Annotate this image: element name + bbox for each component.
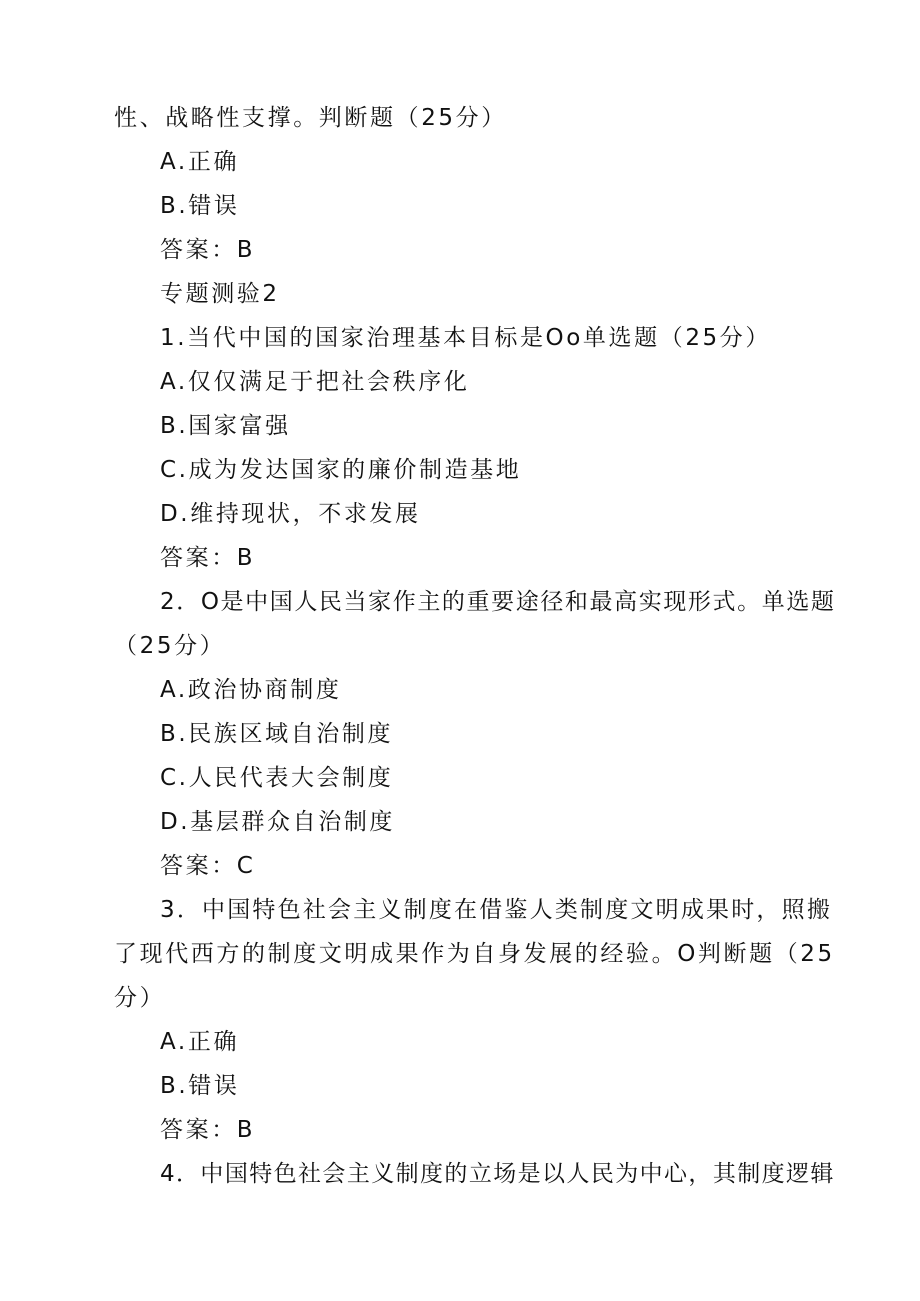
- question-4: 4．中国特色社会主义制度的立场是以人民为中心，其制度逻辑: [160, 1161, 835, 1187]
- option-b: B.民族区域自治制度: [160, 721, 394, 747]
- text-line-continuation: 性、战略性支撑。判断题（25分）: [114, 105, 507, 131]
- question-3-continuation: 了现代西方的制度文明成果作为自身发展的经验。O判断题（25: [114, 941, 835, 967]
- section-heading: 专题测验2: [160, 281, 280, 307]
- option-a: A.仅仅满足于把社会秩序化: [160, 369, 470, 395]
- option-b: B.错误: [160, 193, 240, 219]
- question-3: 3．中国特色社会主义制度在借鉴人类制度文明成果时，照搬: [160, 897, 833, 923]
- answer-line: 答案：C: [160, 853, 256, 879]
- option-a: A.正确: [160, 1029, 240, 1055]
- option-b: B.国家富强: [160, 413, 291, 439]
- answer-line: 答案：B: [160, 545, 256, 571]
- option-a: A.正确: [160, 149, 240, 175]
- question-2: 2．O是中国人民当家作主的重要途径和最高实现形式。单选题: [160, 589, 836, 615]
- answer-line: 答案：B: [160, 1117, 256, 1143]
- option-b: B.错误: [160, 1073, 240, 1099]
- question-1: 1.当代中国的国家治理基本目标是Oo单选题（25分）: [160, 325, 771, 351]
- option-c: C.成为发达国家的廉价制造基地: [160, 457, 522, 483]
- option-d: D.基层群众自治制度: [160, 809, 396, 835]
- answer-line: 答案：B: [160, 237, 256, 263]
- question-2-continuation: （25分）: [114, 633, 226, 659]
- option-a: A.政治协商制度: [160, 677, 342, 703]
- option-d: D.维持现状，不求发展: [160, 501, 421, 527]
- option-c: C.人民代表大会制度: [160, 765, 394, 791]
- question-3-continuation: 分）: [114, 985, 166, 1011]
